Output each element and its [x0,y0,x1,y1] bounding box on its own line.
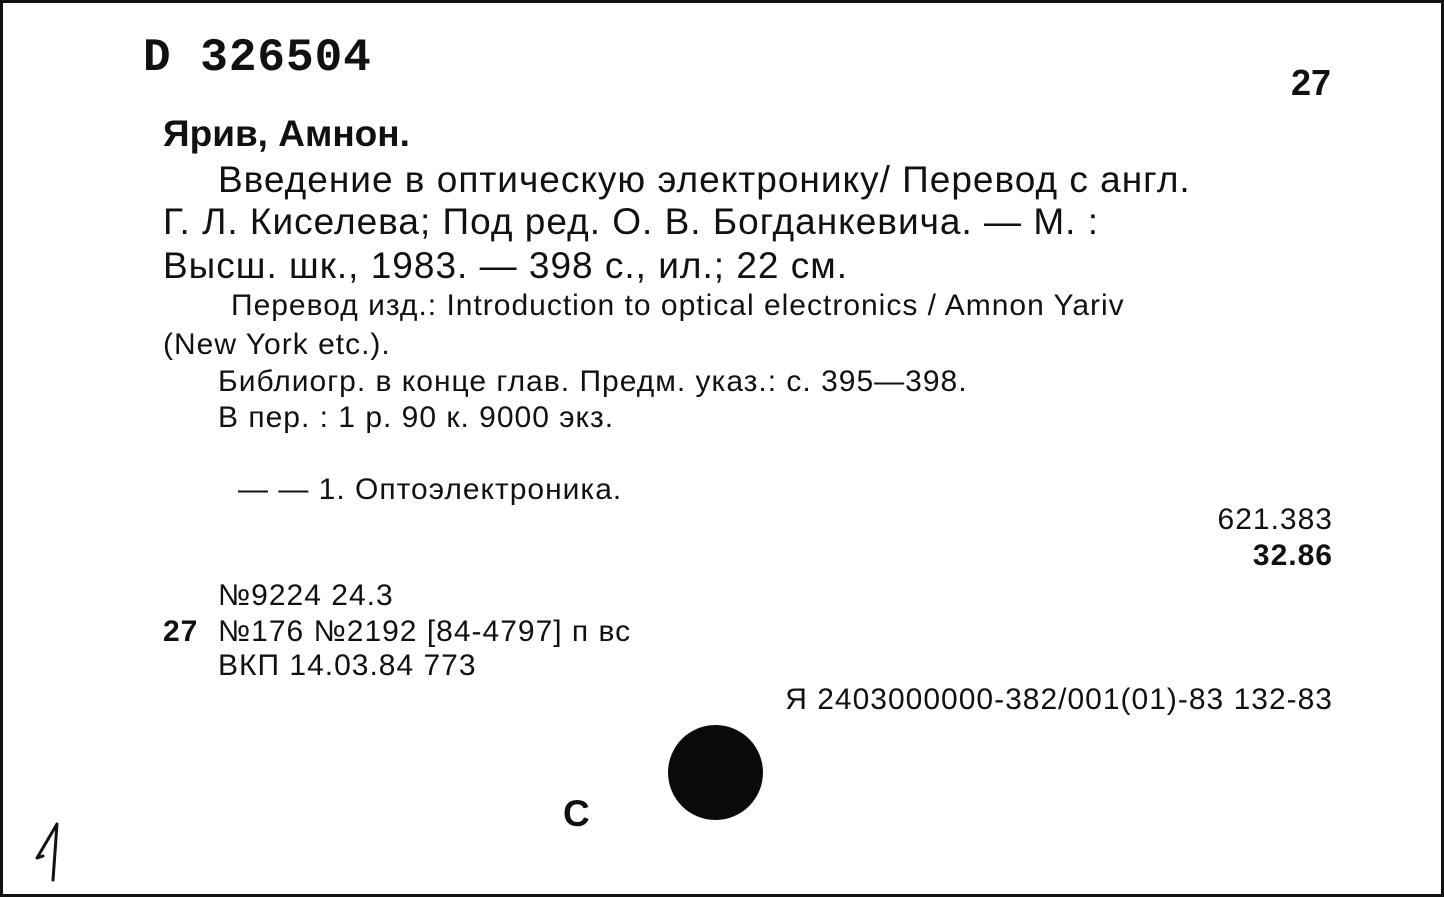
price-note: В пер. : 1 р. 90 к. 9000 экз. [218,401,615,434]
call-number: D 326504 [143,32,372,84]
isbn-code: Я 2403000000-382/001(01)-83 132-83 [785,683,1333,716]
udc-index: 621.383 [1217,503,1333,536]
stamp-letter: С [563,793,591,834]
original-title-note-line-1: Перевод изд.: Introduction to optical electronics / Amnon Yariv [231,289,1125,322]
original-title-note-line-2: (New York etc.). [163,328,391,361]
card-number: 27 [1290,62,1331,103]
author-heading: Ярив, Амнон. [163,113,410,154]
title-line-2: Г. Л. Киселева; Под ред. О. В. Богданкевича. — М. : [163,201,1099,242]
registration-line-2-prefix: 27 [163,615,199,648]
title-line-3: Высш. шк., 1983. — 398 с., ил.; 22 см. [163,245,848,286]
bibliography-note: Библиогр. в конце глав. Предм. указ.: с. 395—398. [218,365,968,398]
registration-line-2: №176 №2192 [84-4797] п вс [218,615,632,648]
handwritten-mark [31,818,71,886]
registration-line-1: №9224 24.3 [218,579,394,612]
registration-line-3: ВКП 14.03.84 773 [218,649,477,682]
bbk-index: 32.86 [1252,539,1333,572]
subject-heading: — — 1. Оптоэлектроника. [238,473,623,506]
punch-hole [668,725,763,820]
title-line-1: Введение в оптическую электронику/ Перевод с англ. [218,159,1191,200]
